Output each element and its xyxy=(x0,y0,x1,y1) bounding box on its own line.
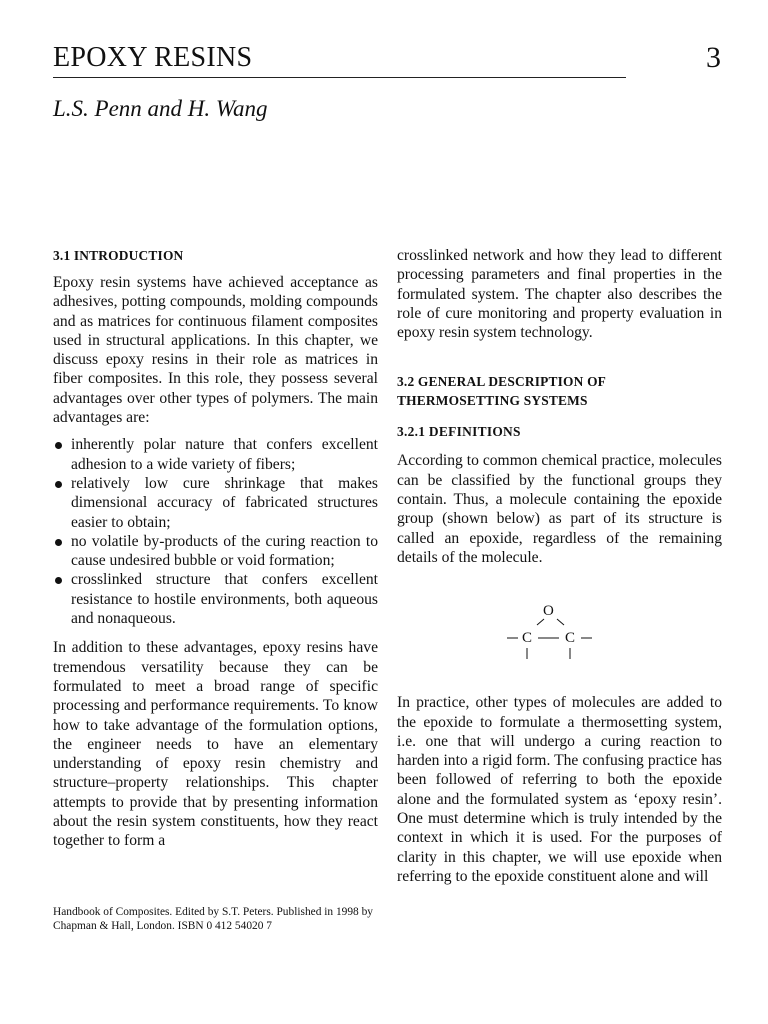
intro-paragraph: Epoxy resin systems have achieved acceptance as adhesives, potting compounds, molding compounds and as matrices for continuous filament composites used in structural applications. In this chapter, we discuss epoxy resins in their role as matrices in fiber composites. In this role, they possess several advantages over other types of polymers. The main advantages are: xyxy=(53,274,378,427)
left-column xyxy=(53,246,378,851)
list-item: crosslinked structure that confers excellent resistance to hostile environments, both aqueous and nonaqueous. xyxy=(53,570,378,628)
footnote: Handbook of Composites. Edited by S.T. Peters. Published in 1998 by Chapman & Hall, London. ISBN 0 412 54020 7 xyxy=(53,906,373,933)
epoxide-structure-diagram xyxy=(397,567,722,667)
chapter-number: 3 xyxy=(706,41,721,74)
list-item: relatively low cure shrinkage that makes dimensional accuracy of fabricated structures easier to obtain; xyxy=(53,474,378,532)
list-item: no volatile by-products of the curing reaction to cause undesired bubble or void formation; xyxy=(53,532,378,571)
oxygen-atom: O xyxy=(543,603,554,620)
title-rule xyxy=(53,77,626,78)
practice-paragraph: In practice, other types of molecules are added to the epoxide to formulate a thermosetting system, i.e. one that will undergo a curing reaction to harden into a rigid form. The confusing practice has been followed of referring to both the epoxide alone and the formulated system as ‘epoxy resin’. One must determine which is truly intended by the context in which it is used. For the purposes of clarity in this chapter, we will use epoxide when referring to the epoxide constituent alone and will xyxy=(397,694,722,885)
carbon-atom-left: C xyxy=(522,630,533,647)
bond-o-left xyxy=(537,619,544,625)
carbon-atom-right: C xyxy=(565,630,576,647)
continuation-paragraph: crosslinked network and how they lead to different processing parameters and final properties in the formulated system. The chapter also describes the role of cure monitoring and property evaluation in epoxy resin system technology. xyxy=(397,247,722,342)
subsection-heading-definitions: 3.2.1 DEFINITIONS xyxy=(397,424,521,440)
list-item: inherently polar nature that confers excellent adhesion to a wide variety of fibers; xyxy=(53,435,378,474)
versatility-paragraph: In addition to these advantages, epoxy resins have tremendous versatility because they can be formulated to meet a broad range of specific processing and performance requirements. To know how to take advantage of the formulation options, the engineer needs to have an elementary understanding of epoxy resin chemistry and structure–property relationships. This chapter attempts to provide that by presenting information about the resin system constituents, how they react together to form a xyxy=(53,639,378,850)
definitions-paragraph: According to common chemical practice, molecules can be classified by the functional groups they contain. Thus, a molecule containing the epoxide group (shown below) as part of its structure is called an epoxide, regardless of the remaining details of the molecule. xyxy=(397,452,722,566)
section-heading-thermosetting: 3.2 GENERAL DESCRIPTION OF THERMOSETTING SYSTEMS xyxy=(397,374,606,409)
section-heading-introduction: 3.1 INTRODUCTION xyxy=(53,248,184,263)
epoxide-bonds xyxy=(397,567,722,667)
chapter-title: EPOXY RESINS xyxy=(53,42,253,73)
chapter-authors: L.S. Penn and H. Wang xyxy=(53,96,268,121)
advantages-list xyxy=(53,435,378,628)
bond-o-right xyxy=(557,619,564,625)
right-column xyxy=(397,246,722,886)
